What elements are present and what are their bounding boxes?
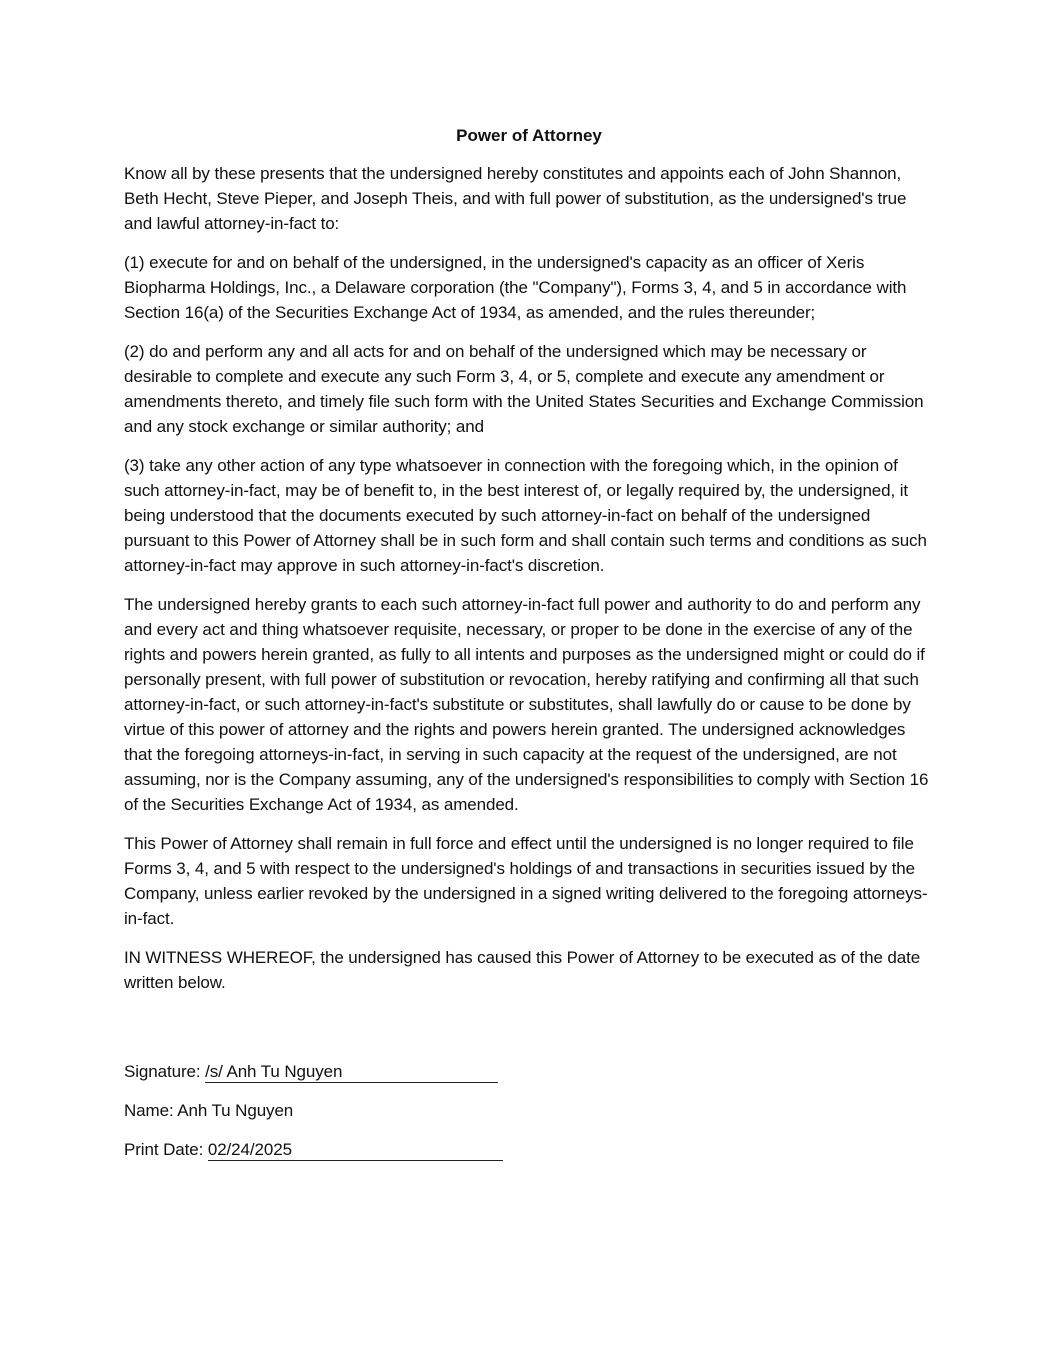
name-value: Anh Tu Nguyen <box>177 1101 294 1120</box>
paragraph-grant: The undersigned hereby grants to each such attorney-in-fact full power and authority to do and perform any and every act and thing whatsoever requisite, necessary, or proper to be done in the exercise of any of the rights and powers herein granted, as fully to all intents and purposes as the undersigned might or could do if personally present, with full power of substitution or revocation, hereby ratifying and confirming all that such attorney-in-fact, or such attorney-in-fact's substitute or substitutes, shall lawfully do or cause to be done by virtue of this power of attorney and the rights and powers herein granted. The undersigned acknowledges that the foregoing attorneys-in-fact, in serving in such capacity at the request of the undersigned, are not assuming, nor is the Company assuming, any of the undersigned's responsibilities to comply with Section 16 of the Securities Exchange Act of 1934, as amended. <box>124 595 929 814</box>
paragraph-clause-2: (2) do and perform any and all acts for and on behalf of the undersigned which may be necessary or desirable to complete and execute any such Form 3, 4, or 5, complete and execute any amendment or amendments thereto, and timely file such form with the United States Securities and Exchange Commission and any stock exchange or similar authority; and <box>124 342 924 436</box>
signature-line <box>124 1059 934 1084</box>
signature-field: /s/ Anh Tu Nguyen <box>205 1062 498 1083</box>
paragraph-clause-1: (1) execute for and on behalf of the undersigned, in the undersigned's capacity as an officer of Xeris Biopharma Holdings, Inc., a Delaware corporation (the "Company"), Forms 3, 4, and 5 in accordance with Section 16(a) of the Securities Exchange Act of 1934, as amended, and the rules thereunder; <box>124 253 907 322</box>
document-title: Power of Attorney <box>456 126 602 145</box>
name-label: Name: <box>124 1101 174 1120</box>
document-page <box>124 124 934 1176</box>
paragraph-witness: IN WITNESS WHEREOF, the undersigned has caused this Power of Attorney to be executed as of the date written below. <box>124 948 921 992</box>
paragraph-duration: This Power of Attorney shall remain in full force and effect until the undersigned is no longer required to file Forms 3, 4, and 5 with respect to the undersigned's holdings of and transactions in securities issued by the Company, unless earlier revoked by the undersigned in a signed writing delivered to the foregoing attorneys-in-fact. <box>124 834 928 928</box>
print-date-line <box>124 1137 934 1162</box>
name-line <box>124 1098 934 1123</box>
print-date-field: 02/24/2025 <box>208 1140 503 1161</box>
print-date-label: Print Date: <box>124 1140 204 1159</box>
paragraph-clause-3: (3) take any other action of any type whatsoever in connection with the foregoing which, in the opinion of such attorney-in-fact, may be of benefit to, in the best interest of, or legally required by, the undersigned, it being understood that the documents executed by such attorney-in-fact on behalf of the undersigned pursuant to this Power of Attorney shall be in such form and shall contain such terms and conditions as such attorney-in-fact may approve in such attorney-in-fact's discretion. <box>124 456 927 575</box>
signature-label: Signature: <box>124 1062 201 1081</box>
paragraph-intro: Know all by these presents that the undersigned hereby constitutes and appoints each of John Shannon, Beth Hecht, Steve Pieper, and Joseph Theis, and with full power of substitution, as the undersigned's true and lawful attorney-in-fact to: <box>124 164 907 233</box>
